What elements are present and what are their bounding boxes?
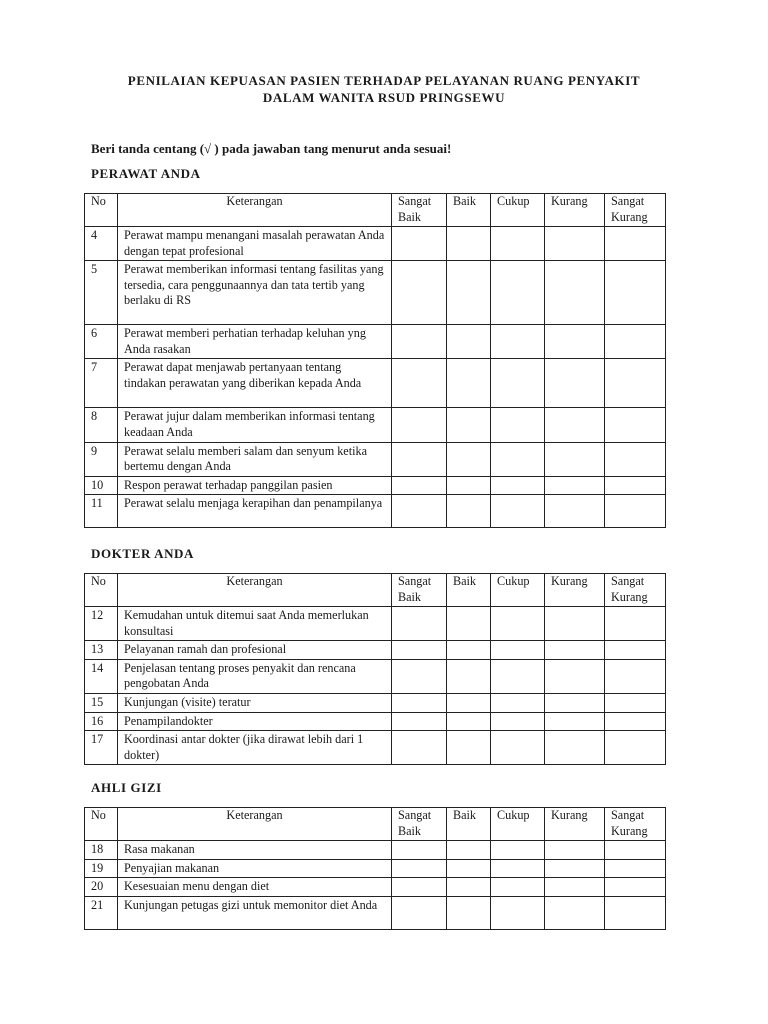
row-statement: Rasa makanan	[118, 841, 392, 860]
checkbox-cell-cukup[interactable]	[491, 442, 545, 476]
header-keterangan: Keterangan	[118, 194, 392, 227]
header-no: No	[85, 574, 118, 607]
checkbox-cell-sangat-baik[interactable]	[392, 261, 447, 325]
checkbox-cell-kurang[interactable]	[545, 495, 605, 528]
table-header-row	[85, 574, 666, 607]
row-statement: Kesesuaian menu dengan diet	[118, 878, 392, 897]
row-statement: Perawat selalu memberi salam dan senyum ketika bertemu dengan Anda	[118, 442, 392, 476]
checkbox-cell-cukup[interactable]	[491, 731, 545, 765]
table-row	[85, 896, 666, 929]
checkbox-cell-sangat-kurang[interactable]	[605, 896, 666, 929]
checkbox-cell-cukup[interactable]	[491, 659, 545, 693]
row-number: 15	[85, 693, 118, 712]
checkbox-cell-baik[interactable]	[447, 841, 491, 860]
checkbox-cell-sangat-kurang[interactable]	[605, 495, 666, 528]
checkbox-cell-sangat-kurang[interactable]	[605, 227, 666, 261]
table-dokter	[84, 573, 666, 765]
checkbox-cell-kurang[interactable]	[545, 261, 605, 325]
checkbox-cell-sangat-baik[interactable]	[392, 841, 447, 860]
header-sangat-kurang-line2: Kurang	[611, 589, 648, 604]
checkbox-cell-kurang[interactable]	[545, 325, 605, 359]
checkbox-cell-sangat-baik[interactable]	[392, 731, 447, 765]
checkbox-cell-baik[interactable]	[447, 227, 491, 261]
checkbox-cell-sangat-kurang[interactable]	[605, 261, 666, 325]
checkbox-cell-baik[interactable]	[447, 359, 491, 408]
table-row	[85, 659, 666, 693]
row-statement: Koordinasi antar dokter (jika dirawat lebih dari 1 dokter)	[118, 731, 392, 765]
checkbox-cell-sangat-baik[interactable]	[392, 227, 447, 261]
table-row	[85, 495, 666, 528]
document-title	[84, 72, 684, 106]
checkbox-cell-sangat-kurang[interactable]	[605, 476, 666, 495]
table-row	[85, 261, 666, 325]
row-statement: Perawat dapat menjawab pertanyaan tentang tindakan perawatan yang diberikan kepada Anda	[118, 359, 392, 408]
row-number: 6	[85, 325, 118, 359]
checkbox-cell-kurang[interactable]	[545, 359, 605, 408]
checkbox-cell-sangat-kurang[interactable]	[605, 659, 666, 693]
checkbox-cell-cukup[interactable]	[491, 408, 545, 442]
checkbox-cell-kurang[interactable]	[545, 408, 605, 442]
checkbox-cell-sangat-baik[interactable]	[392, 659, 447, 693]
checkbox-cell-sangat-baik[interactable]	[392, 325, 447, 359]
checkbox-cell-baik[interactable]	[447, 659, 491, 693]
header-baik: Baik	[447, 194, 491, 227]
table-row	[85, 641, 666, 660]
checkbox-cell-cukup[interactable]	[491, 607, 545, 641]
checkbox-cell-cukup[interactable]	[491, 476, 545, 495]
checkbox-cell-baik[interactable]	[447, 878, 491, 897]
checkbox-cell-cukup[interactable]	[491, 495, 545, 528]
table-row	[85, 878, 666, 897]
row-number: 10	[85, 476, 118, 495]
row-statement: Perawat jujur dalam memberikan informasi tentang keadaan Anda	[118, 408, 392, 442]
header-sangat-baik-line2: Baik	[398, 823, 422, 838]
header-sangat-kurang-line2: Kurang	[611, 209, 648, 224]
checkbox-cell-baik[interactable]	[447, 325, 491, 359]
header-keterangan: Keterangan	[118, 808, 392, 841]
header-sangat-baik	[392, 808, 447, 841]
row-statement: Respon perawat terhadap panggilan pasien	[118, 476, 392, 495]
table-row	[85, 693, 666, 712]
table-row	[85, 712, 666, 731]
header-sangat-baik-line1: Sangat	[398, 574, 432, 588]
section-title-gizi: AHLI GIZI	[91, 780, 162, 795]
checkbox-cell-cukup[interactable]	[491, 227, 545, 261]
row-statement: Perawat memberikan informasi tentang fasilitas yang tersedia, cara penggunaannya dan tata tertib yang berlaku di RS	[118, 261, 392, 325]
checkbox-cell-kurang[interactable]	[545, 659, 605, 693]
row-number: 5	[85, 261, 118, 325]
checkbox-cell-sangat-baik[interactable]	[392, 476, 447, 495]
checkbox-cell-sangat-baik[interactable]	[392, 408, 447, 442]
checkbox-cell-kurang[interactable]	[545, 476, 605, 495]
checkbox-cell-sangat-kurang[interactable]	[605, 408, 666, 442]
checkbox-cell-sangat-baik[interactable]	[392, 641, 447, 660]
title-line-2: DALAM WANITA RSUD PRINGSEWU	[262, 90, 506, 105]
checkbox-cell-kurang[interactable]	[545, 712, 605, 731]
checkbox-cell-cukup[interactable]	[491, 859, 545, 878]
checkbox-cell-kurang[interactable]	[545, 641, 605, 660]
row-statement: Penjelasan tentang proses penyakit dan rencana pengobatan Anda	[118, 659, 392, 693]
table-header-row	[85, 808, 666, 841]
header-baik: Baik	[447, 574, 491, 607]
row-number: 13	[85, 641, 118, 660]
header-sangat-baik	[392, 194, 447, 227]
row-statement: Kunjungan (visite) teratur	[118, 693, 392, 712]
checkbox-cell-baik[interactable]	[447, 693, 491, 712]
title-line-1: PENILAIAN KEPUASAN PASIEN TERHADAP PELAYANAN RUANG PENYAKIT	[127, 73, 641, 88]
checkbox-cell-sangat-kurang[interactable]	[605, 712, 666, 731]
row-number: 9	[85, 442, 118, 476]
checkbox-cell-kurang[interactable]	[545, 442, 605, 476]
row-number: 14	[85, 659, 118, 693]
header-no: No	[85, 808, 118, 841]
checkbox-cell-baik[interactable]	[447, 896, 491, 929]
row-number: 12	[85, 607, 118, 641]
checkbox-cell-kurang[interactable]	[545, 896, 605, 929]
table-row	[85, 731, 666, 765]
checkbox-cell-baik[interactable]	[447, 442, 491, 476]
checkbox-cell-sangat-baik[interactable]	[392, 495, 447, 528]
table-header-row	[85, 194, 666, 227]
header-kurang: Kurang	[545, 194, 605, 227]
table-row	[85, 408, 666, 442]
row-number: 18	[85, 841, 118, 860]
section-title-perawat: PERAWAT ANDA	[91, 166, 201, 181]
row-statement: Pelayanan ramah dan profesional	[118, 641, 392, 660]
row-statement: Perawat memberi perhatian terhadap keluhan yng Anda rasakan	[118, 325, 392, 359]
header-sangat-kurang-line1: Sangat	[611, 194, 645, 208]
checkbox-cell-cukup[interactable]	[491, 261, 545, 325]
table-row	[85, 325, 666, 359]
row-number: 16	[85, 712, 118, 731]
row-statement: Kemudahan untuk ditemui saat Anda memerlukan konsultasi	[118, 607, 392, 641]
checkbox-cell-kurang[interactable]	[545, 841, 605, 860]
checkbox-cell-kurang[interactable]	[545, 607, 605, 641]
header-sangat-baik-line1: Sangat	[398, 194, 432, 208]
row-statement: Perawat mampu menangani masalah perawatan Anda dengan tepat profesional	[118, 227, 392, 261]
header-sangat-baik	[392, 574, 447, 607]
row-number: 21	[85, 896, 118, 929]
row-number: 7	[85, 359, 118, 408]
checkbox-cell-baik[interactable]	[447, 261, 491, 325]
table-perawat	[84, 193, 666, 528]
row-number: 8	[85, 408, 118, 442]
checkbox-cell-sangat-kurang[interactable]	[605, 641, 666, 660]
header-sangat-kurang-line2: Kurang	[611, 823, 648, 838]
header-cukup: Cukup	[491, 574, 545, 607]
header-cukup: Cukup	[491, 808, 545, 841]
checkbox-cell-sangat-baik[interactable]	[392, 693, 447, 712]
table-row	[85, 442, 666, 476]
row-number: 11	[85, 495, 118, 528]
checkbox-cell-cukup[interactable]	[491, 325, 545, 359]
checkbox-cell-sangat-kurang[interactable]	[605, 731, 666, 765]
checkbox-cell-sangat-baik[interactable]	[392, 859, 447, 878]
checkbox-cell-sangat-baik[interactable]	[392, 878, 447, 897]
checkbox-cell-cukup[interactable]	[491, 841, 545, 860]
row-number: 17	[85, 731, 118, 765]
checkbox-cell-baik[interactable]	[447, 495, 491, 528]
checkbox-cell-cukup[interactable]	[491, 641, 545, 660]
checkbox-cell-kurang[interactable]	[545, 731, 605, 765]
header-sangat-baik-line2: Baik	[398, 589, 422, 604]
section-title-dokter: DOKTER ANDA	[91, 546, 195, 561]
checkbox-cell-cukup[interactable]	[491, 878, 545, 897]
checkbox-cell-sangat-baik[interactable]	[392, 896, 447, 929]
checkbox-cell-sangat-baik[interactable]	[392, 607, 447, 641]
table-gizi	[84, 807, 666, 930]
header-baik: Baik	[447, 808, 491, 841]
header-no: No	[85, 194, 118, 227]
table-row	[85, 841, 666, 860]
checkbox-cell-cukup[interactable]	[491, 359, 545, 408]
row-number: 20	[85, 878, 118, 897]
checkbox-cell-sangat-kurang[interactable]	[605, 693, 666, 712]
checkbox-cell-sangat-baik[interactable]	[392, 712, 447, 731]
table-row	[85, 859, 666, 878]
checkbox-cell-cukup[interactable]	[491, 896, 545, 929]
header-kurang: Kurang	[545, 808, 605, 841]
instruction-text: Beri tanda centang (√ ) pada jawaban tang menurut anda sesuai!	[91, 141, 452, 156]
checkbox-cell-baik[interactable]	[447, 641, 491, 660]
header-sangat-kurang	[605, 194, 666, 227]
checkbox-cell-kurang[interactable]	[545, 878, 605, 897]
checkbox-cell-kurang[interactable]	[545, 693, 605, 712]
table-row	[85, 476, 666, 495]
checkbox-cell-baik[interactable]	[447, 859, 491, 878]
checkbox-cell-cukup[interactable]	[491, 693, 545, 712]
checkbox-cell-sangat-kurang[interactable]	[605, 841, 666, 860]
row-number: 4	[85, 227, 118, 261]
table-row	[85, 607, 666, 641]
header-sangat-baik-line1: Sangat	[398, 808, 432, 822]
checkbox-cell-sangat-kurang[interactable]	[605, 607, 666, 641]
checkbox-cell-sangat-baik[interactable]	[392, 442, 447, 476]
checkbox-cell-baik[interactable]	[447, 712, 491, 731]
checkbox-cell-baik[interactable]	[447, 476, 491, 495]
checkbox-cell-sangat-kurang[interactable]	[605, 325, 666, 359]
header-sangat-kurang	[605, 574, 666, 607]
table-row	[85, 227, 666, 261]
checkbox-cell-baik[interactable]	[447, 607, 491, 641]
row-number: 19	[85, 859, 118, 878]
checkbox-cell-kurang[interactable]	[545, 859, 605, 878]
checkbox-cell-baik[interactable]	[447, 408, 491, 442]
header-keterangan: Keterangan	[118, 574, 392, 607]
checkbox-cell-sangat-baik[interactable]	[392, 359, 447, 408]
row-statement: Kunjungan petugas gizi untuk memonitor diet Anda	[118, 896, 392, 929]
row-statement: Perawat selalu menjaga kerapihan dan penampilanya	[118, 495, 392, 528]
checkbox-cell-sangat-kurang[interactable]	[605, 442, 666, 476]
checkbox-cell-sangat-kurang[interactable]	[605, 878, 666, 897]
header-kurang: Kurang	[545, 574, 605, 607]
row-statement: Penyajian makanan	[118, 859, 392, 878]
checkbox-cell-kurang[interactable]	[545, 227, 605, 261]
header-cukup: Cukup	[491, 194, 545, 227]
table-row	[85, 359, 666, 408]
header-sangat-kurang-line1: Sangat	[611, 808, 645, 822]
header-sangat-baik-line2: Baik	[398, 209, 422, 224]
checkbox-cell-sangat-kurang[interactable]	[605, 859, 666, 878]
checkbox-cell-cukup[interactable]	[491, 712, 545, 731]
row-statement: Penampilandokter	[118, 712, 392, 731]
header-sangat-kurang-line1: Sangat	[611, 574, 645, 588]
checkbox-cell-baik[interactable]	[447, 731, 491, 765]
checkbox-cell-sangat-kurang[interactable]	[605, 359, 666, 408]
header-sangat-kurang	[605, 808, 666, 841]
